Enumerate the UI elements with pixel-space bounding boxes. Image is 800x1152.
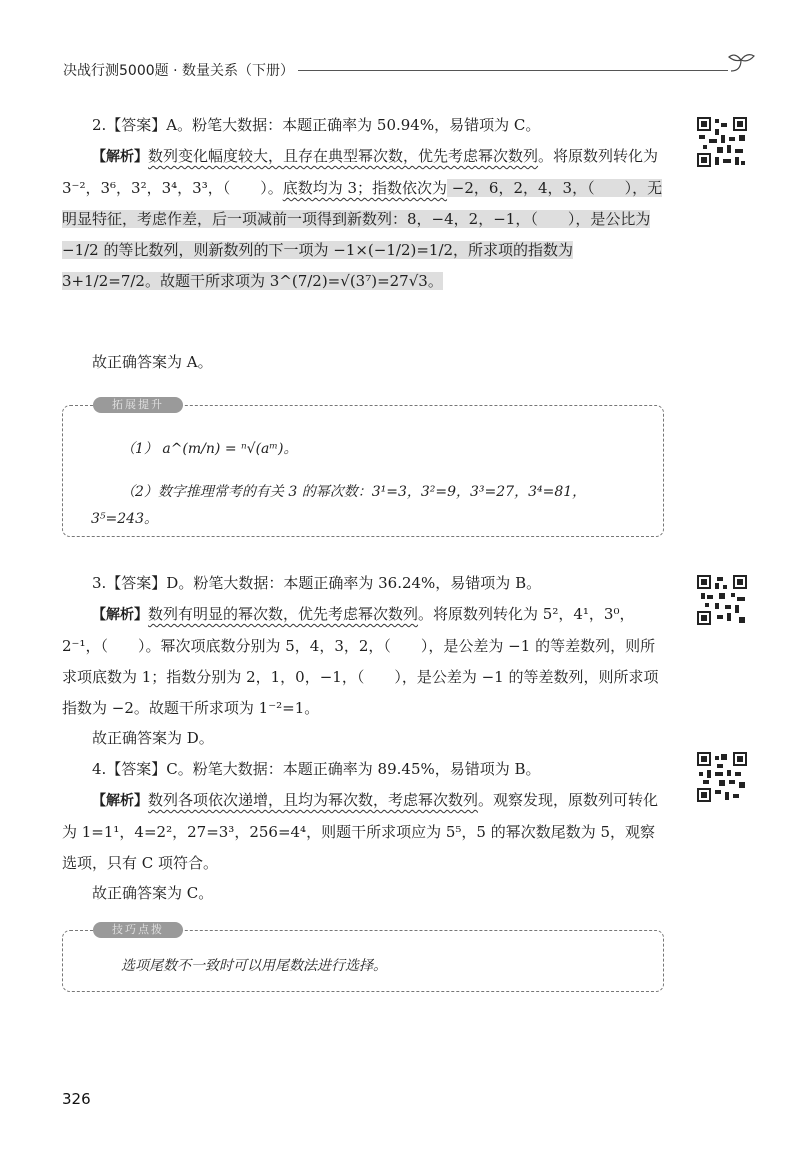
q4-analysis-text: 。观察发现，原数列可转化为 1=1¹，4=2²，27=3³，256=4⁴，则题干所求项应为 5⁵，5 的幂次数尾数为 5，观察选项，只有 C 项符合。 (62, 791, 659, 872)
q3-analysis-text: 。将原数列转化为 5²，4¹，3⁰，2⁻¹，（ ）。幂次项底数分别为 5，4，3，2，（ ），是公差为 −1 的等差数列，则所求项底数为 1；指数分别为 2，1，0，−1，（ ），是公差为 −1 的等差数列，则所求项指数为 −2。故题干所求项为 1⁻²=1。 (62, 605, 659, 717)
analysis-label: 【解析】 (92, 607, 148, 623)
q2-analysis (62, 141, 670, 297)
running-header-title: 决战行测5000题 · 数量关系（下册） (63, 63, 294, 79)
q4-key-point: 数列各项依次递增，且均为幂次数，考虑幂次数列 (148, 791, 479, 809)
technique-tip-box (62, 923, 664, 992)
qr-code-icon[interactable] (697, 575, 747, 625)
technique-tip-tab: 技巧点拨 (93, 922, 183, 938)
q3-conclusion: 故正确答案为 D。 (92, 729, 214, 747)
expansion-tip-tab: 拓展提升 (93, 397, 183, 413)
q2-conclusion: 故正确答案为 A。 (92, 353, 213, 371)
analysis-label: 【解析】 (92, 149, 148, 165)
tip1-powers-of-three: （2）数字推理常考的有关 3 的幂次数：3¹=3，3²=9，3³=27，3⁴=81， (121, 484, 587, 500)
tip2-text: 选项尾数不一致时可以用尾数法进行选择。 (121, 958, 387, 974)
q4-analysis (62, 785, 670, 879)
q2-key-point-2: 底数均为 3；指数依次为 (282, 179, 448, 197)
header-rule (298, 70, 728, 71)
sprout-icon (727, 50, 757, 80)
page-number: 326 (62, 1090, 91, 1108)
qr-code-icon[interactable] (697, 752, 747, 802)
q3-answer-line: 3.【答案】D。粉笔大数据：本题正确率为 36.24%，易错项为 B。 (92, 574, 542, 592)
qr-code-icon[interactable] (697, 117, 747, 167)
q4-answer-line: 4.【答案】C。粉笔大数据：本题正确率为 89.45%，易错项为 B。 (92, 760, 541, 778)
q2-key-point: 数列变化幅度较大，且存在典型幂次数，优先考虑幂次数列 (148, 147, 539, 165)
tip1-powers-of-three-cont: 3⁵=243。 (91, 511, 158, 527)
expansion-tip-box (62, 398, 664, 537)
analysis-label: 【解析】 (92, 793, 148, 809)
q2-analysis-text-1: 。将原数列转化为 3⁻²，3⁶，3²，3⁴，3³，（ ）。 (62, 147, 659, 197)
q3-analysis (62, 599, 670, 724)
q2-answer-line: 2.【答案】A。粉笔大数据：本题正确率为 50.94%，易错项为 C。 (92, 116, 541, 134)
q4-conclusion: 故正确答案为 C。 (92, 884, 214, 902)
q2-analysis-text-2: −2，6，2，4，3，（ ），无明显特征，考虑作差，后一项减前一项得到新数列：8，−4，2，−1，（ ），是公比为 −1/2 的等比数列，则新数列的下一项为 −1×(−1/2)=1/2，所求项的指数为 3+1/2=7/2。故题干所求项为 3^(7/2)=√(3⁷)=27√3。 (62, 179, 663, 290)
tip1-formula: （1） a^(m/n) = ⁿ√(aᵐ)。 (121, 441, 298, 457)
q3-key-point: 数列有明显的幂次数，优先考虑幂次数列 (148, 605, 419, 623)
